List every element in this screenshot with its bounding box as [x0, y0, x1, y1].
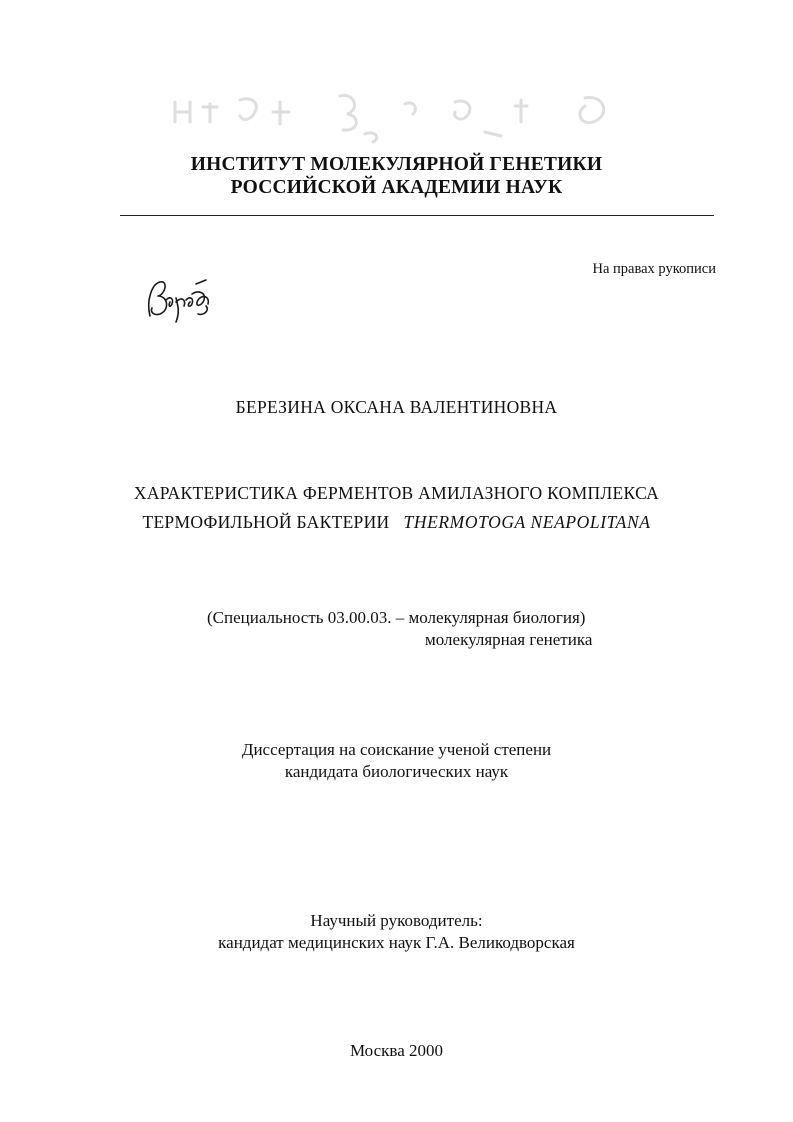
faded-stamp-icon — [165, 82, 625, 152]
supervisor-name: кандидат медицинских наук Г.А. Великодворская — [218, 933, 575, 952]
place-year: Москва 2000 — [349, 1041, 444, 1060]
header-divider — [120, 215, 714, 216]
author-name: БЕРЕЗИНА ОКСАНА ВАЛЕНТИНОВНА — [235, 397, 558, 417]
dissertation-title-line1: ХАРАКТЕРИСТИКА ФЕРМЕНТОВ АМИЛАЗНОГО КОМПЛЕКСА — [133, 483, 660, 503]
institute-name-line2: РОССИЙСКОЙ АКАДЕМИИ НАУК — [230, 177, 563, 198]
title-prefix: ТЕРМОФИЛЬНОЙ БАКТЕРИИ — [142, 512, 390, 532]
specialty-line2: молекулярная генетика — [425, 630, 593, 649]
rights-note: На правах рукописи — [592, 261, 716, 277]
degree-line2: кандидата биологических наук — [284, 762, 509, 781]
dissertation-title-line2 — [0, 508, 793, 537]
supervisor-label: Научный руководитель: — [310, 911, 483, 930]
degree-line1: Диссертация на соискание ученой степени — [241, 740, 552, 759]
handwritten-signature-icon — [140, 270, 220, 330]
institute-name-line1: ИНСТИТУТ МОЛЕКУЛЯРНОЙ ГЕНЕТИКИ — [190, 154, 603, 175]
species-name: THERMOTOGA NEAPOLITANA — [403, 512, 651, 532]
specialty-line1: (Специальность 03.00.03. – молекулярная биология) — [207, 608, 586, 627]
